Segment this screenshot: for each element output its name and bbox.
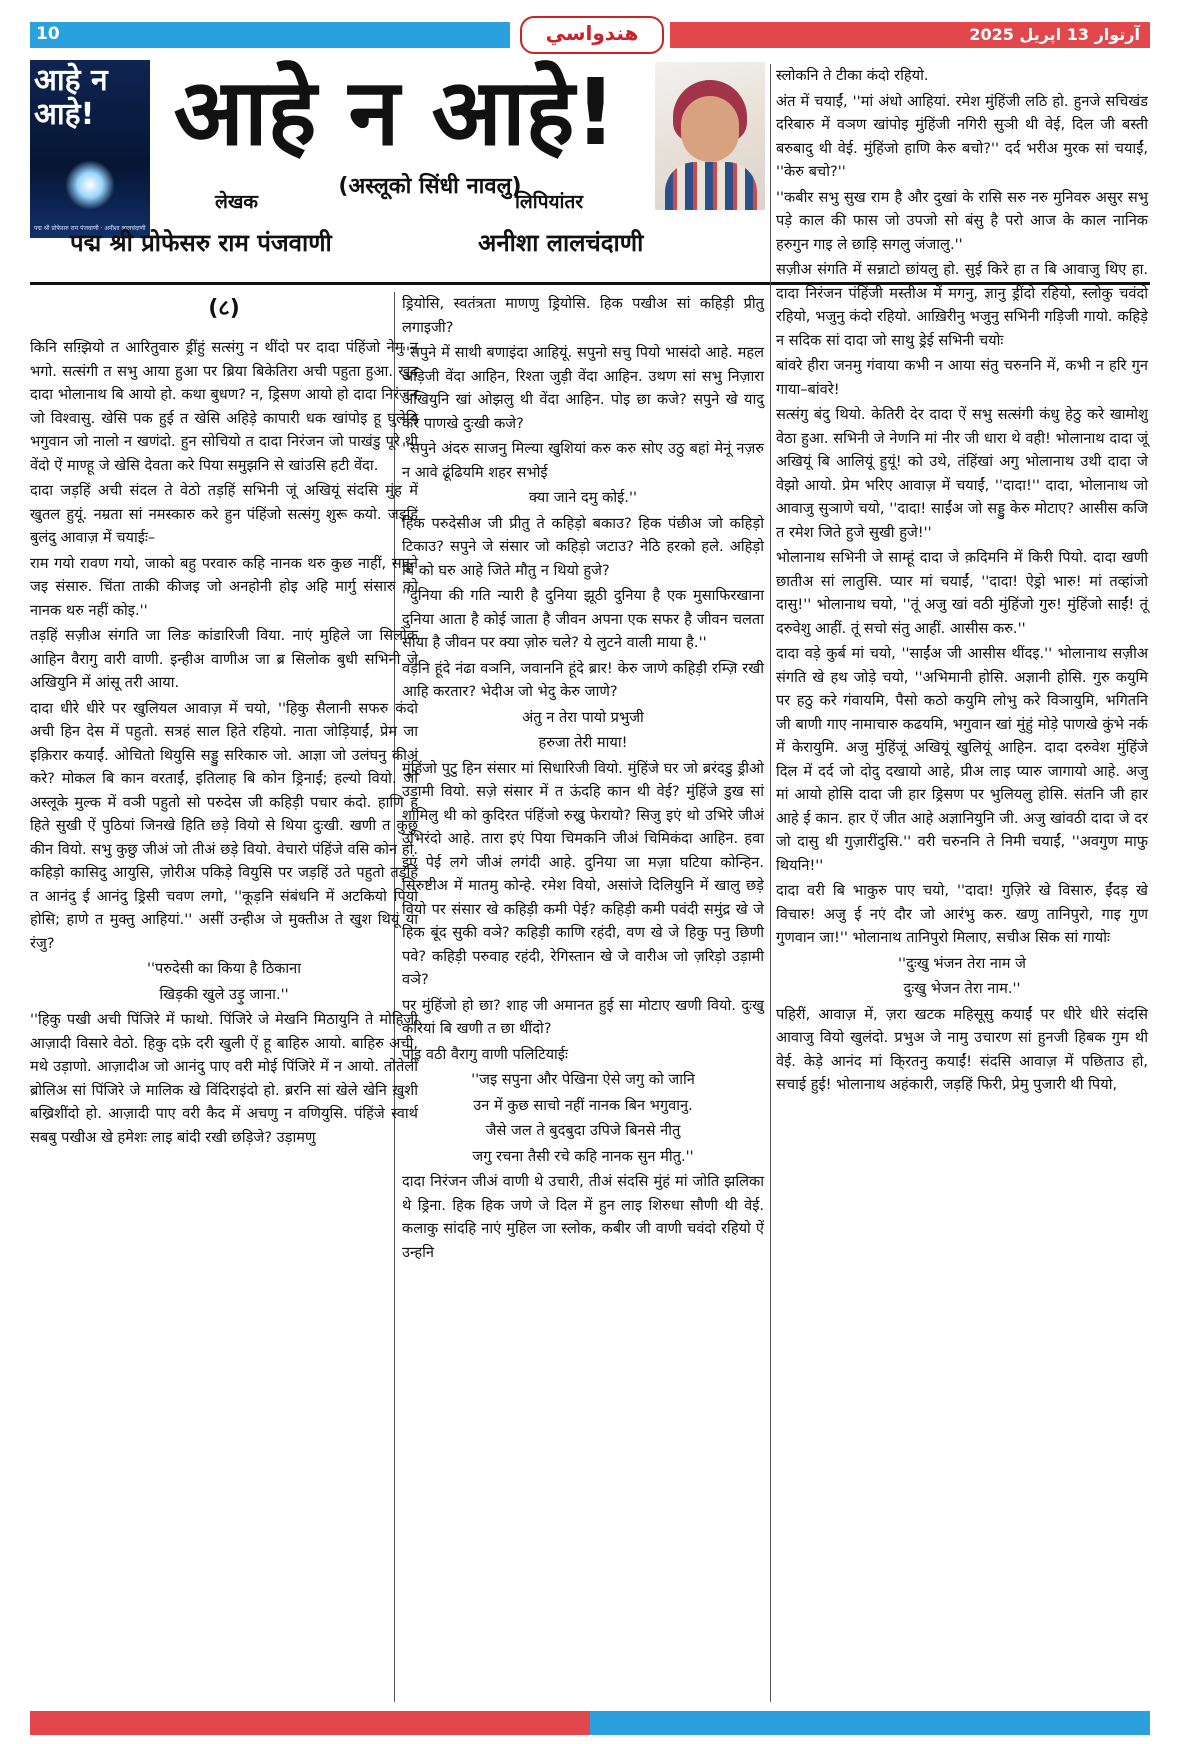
paragraph: ''कबीर सभु सुख राम है और दुखां के रासि सरु नरु मुनिवरु असुर सभु पड़े काल की फास जो उपजो सो बंसु है परो आज के काल नानिक हरुगुन गाइ ले छाड़ि सगलु जंजालु.'' (776, 188, 1148, 253)
paragraph: सज़ीअ संगति में सन्नाटो छांयलु हो. सुई किरे हा त बि आवाजु थिए हा. दादा निरंजन पंहिंजी मस्तीअ में मगनु, ज्ञानु ड्रींदो रहियो, स्लोकु चवंदो रहियो, भजुनु कंदो रहियो. आख़िरीनु भजुनु सभिनी गड़िजी गायो. कहिड़े न सदिक सां दादा जो साथु ड्रेई सभिनी चयोः (776, 261, 1148, 349)
paragraph: ड्रियोसि, स्वतंत्रता माणणु ड्रियोसि. हिक पखीअ सां कहिड़ी प्रीतु लगाइजी? (402, 295, 764, 336)
verse-line: हरुजा तेरी माया! (538, 734, 628, 751)
paragraph: पर मुंहिंजो हो छा? शाह जी अमानत हुई सा मोटाए खणी वियो. दुःखु करियां बि खणी त छा थींदो? (402, 996, 764, 1037)
column-1-body (30, 336, 418, 1149)
verse-line: उन में कुछ साचो नहीं नानक बिन भगुवानु. (473, 1096, 693, 1114)
paragraph: अंत में चयाईं, ''मां अंधो आहियां. रमेश मुंहिंजी लठि हो. हुनजे सचिखंड दरिबारु में वञण खांपोइ मुंहिंजी नगिरी सुञी थी वेई, दिल जी बस्ती बरुबादु थी वेई. मुंहिंजो हाणि केरु बचो?'' दर्द भरीअ मुरक सां चयाईं, ''केरु बचो?'' (776, 92, 1148, 180)
page-number: 10 (36, 24, 60, 44)
paragraph: तड़हिं सज़ीअ संगति जा लिङ कांडारिजी विया. नाएं मुहिले जा सिलोक आहिन वैरागु वारी वाणी. इन्हीअ वाणीअ जा ब्र सिलोक बुधी सभिनी जे अखियुनि में आंसू तरी आया. (30, 627, 418, 691)
verse-line: दुःखु भेजन तेरा नाम.'' (903, 980, 1021, 997)
verse-line: खिड़की खुले उड़ु जाना.'' (159, 985, 289, 1003)
book-cover-title: आहे न आहे! (34, 63, 108, 132)
chapter-number: (८) (208, 296, 240, 321)
book-cover-glow (65, 160, 115, 210)
verse-line: जैसे जल ते बुदबुदा उपिजे बिनसे नीतु (485, 1122, 681, 1139)
paragraph: वड़नि हूंदे नंढा वञनि, जवाननि हूंदे ब्रार! केरु जाणे कहिड़ी रम्ज़ि रखी आहि करतार? भेदीअ जो भेदु केरु जाणे? (402, 659, 764, 700)
paragraph: ''सपुने अंदरु साजनु मिल्या खुशियां करु करु सोए उठु बहां मेनूं नज़रु न आवे ढूंढियमि शहर सभोई (402, 440, 764, 481)
paragraph: ''हिकु पखी अची पिंजिरे में फाथो. पिंजिरे जे मेखनि मिठायुनि ते मोहिजी आज़ादी विसारे वेठो. हिकु दफ़े दरी खुली ऐं हू बाहिरु आयो. बाहिरु अची, मथे उड़ाणो. आज़ादीअ जो आनंदु पाए वरी मोई पिंजिरे में न आयो. तोतेली ब्रोलिअ सां पिंजिरे जे मालिक खे विंदिराइंदो हो. ब्ररनि सां खेले खेनि ख़ुशी बख्रिशींदो हो. आज़ादी पाए वरी कैद में अचणु न वणियुसि. पंहिंजे स्वार्थ सबबु पखीअ खे हमेशः लाइ बांदी रखी छड़िजे? उड़ामणु (30, 1011, 418, 1146)
paragraph: राम गयो रावण गयो, जाको बहु परवारु कहि नानक थरु कुछ नाहीं, सपुने जइ संसारु. चिंता ताकी कीजइ जो अनहोनी होइ अहि मार्गु संसारु को नानक थरु नहीं कोइ.'' (30, 554, 418, 619)
column-divider-2 (770, 64, 771, 1702)
paragraph: पहिरीं, आवाज़ में, ज़रा खटक महिसूसु कयाईं पर धीरे धीरे संदसि आवाजु वियो खुलंदो. प्रभुअ जे नामु उचारण सां हुनजी हिबक गुम थी वेई. केड़े आनंद मां कि्रतनु कयाईं! संदसि आवाज़ में पछिताउ हो, सचाई हुई! भोलानाथ अहंकारी, जड़हिं फिरी, प्रेमु पुजारी थी पियो, (776, 1005, 1148, 1093)
article-subtitle: (अस्लूको सिंधी नावलु) (338, 174, 522, 199)
paragraph: हिक परुदेसीअ जी प्रीतु ते कहिड़ो बकाउ? हिक पंछीअ जो कहिड़ो टिकाउ? सपुने जे संसार जो कहिड़ो जटाउ? नेठि हरको हले. अहिड़ो बि को घरु आहे जिते मौतु न थियो हुजे? (402, 514, 764, 579)
paragraph: दादा वड़े कुर्ब मां चयो, ''साईंअ जी आसीस थींदइ.'' भोलानाथ सज़ीअ संगति खे हथ जोड़े चयो, ''अभिमानी होसि. अज्ञानी होसि. गुरु कयुमि पर हठु करे गंवायमि, पैसो कठो कयुमि लोभु करे विञायुमि, भगितनि जी बाणी गाए नामाचारु कढयमि, भगुवान खां मुंहुं मोड़े पाणखे कुंभे नर्क में केरायुमि. अजु मुंहिंजूं अखियूं खुलियूं आहिन. दादा दरुवेश मुंहिंजे दिल में दर्द जो दोदु दखायो आहे, प्रीअ लाइ प्यारु जागायो आहे. अजु मां आयो होसि दादा जी हार ड्रिसण पर भुलियलु होसि. संतनि जी हार आहे ई कान. हार ऐं जीत आहे अज्ञानियुनि जी. अजु खांवठी दादा जे दर जो दासु थी गुज़ारींदुसि.'' वरी चरुननि ते निमी चयाईं, ''अवगुण माफु थियनि!'' (776, 645, 1149, 874)
page-header-bar (30, 22, 1150, 48)
verse-line: ''जइ सपुना और पेखिना ऐसे जगु को जानि (471, 1071, 695, 1088)
paragraph: सत्संगु बंदु थियो. केतिरी देर दादा ऐं सभु सत्संगी कंधु हेठु करे खामोशु वेठा हुआ. सभिनी जे नेणनि मां नीर जी धारा थे वही! भोलानाथ दादा जूं अखियूं बि आलियूं हुयूं! को उथे, तंहिंखां अगु भोलानाथ उथी दादा जे वेझो आयो. प्रेम भरिए आवाज़ में चयाईं, ''दादा!'' दादा, भोलानाथ जो आवाजु सुञाणे चयो, ''दादा! साईंअ जो सड्डु केरु मोटाए? आसीस कजि त रमेश जिते हुजे सुखी हुजे!'' (776, 406, 1148, 541)
translator-name: अनीशा लालचंदाणी (478, 229, 644, 257)
verse-line: क्या जाने दमु कोई.'' (529, 489, 637, 506)
photo-shirt (665, 162, 757, 210)
paragraph: दादा निरंजन जीअं वाणी थे उचारी, तीअं संदसि मुंहं मां जोति झलिका थे ड्रिना. हिक हिक जणे जे दिल में हुन लाइ शिरुधा सौणी थी वेई. कलाकु सांदहि नाएं मुहिल जा स्लोक, कबीर जी वाणी चवंदो रहियो ऐं उन्हनि (402, 1173, 764, 1261)
paragraph: बांवरे हीरा जनमु गंवाया कभी न आया संतु चरुननि में, कभी न हरि गुन गाया–बांवरे! (776, 357, 1148, 398)
article-title: आहे न आहे! (173, 59, 617, 166)
page-footer-bar (30, 1711, 1150, 1735)
footer-band-red (30, 1711, 590, 1735)
paragraph: स्लोकनि ते टीका कंदो रहियो. (776, 67, 929, 84)
footer-band-blue (590, 1711, 1150, 1735)
verse-line: अंतु न तेरा पायो प्रभुजी (522, 708, 644, 726)
paragraph: पोइ वठी वैरागु वाणी पलिटियाईः (402, 1045, 568, 1063)
book-cover-credits: पद्म श्री प्रोफेसरु राम पंजवाणी · अनीशा लालचंदाणी (34, 225, 146, 232)
paragraph: ''दुनिया की गति न्यारी है दुनिया झूठी दुनिया है एक मुसाफिरखाना दुनिया आता है कोई जाता है जीवन अपना एक सफर है जीवन चलता साया है जीवन पर क्या ज़ोरु चले? ये लुटने वाली माया है.'' (402, 587, 764, 651)
paragraph: मुंहिंजो पुटु हिन संसार मां सिधारिजी वियो. मुंहिंजे घर जो ब्ररंदडु ड्रीओ उड़ामी वियो. सज़े संसार में त ऊंदहि कान थी वेई? मुंहिंजे डुख सां शामिलु थी को कुदिरत पंहिंजो रुख्रु फेरायो? सिजु इएं थो उभिरे जीअं उभिरंदो आहे. तारा इएं पिया चिमकनि जीअं चिमिकंदा आहिन. हवा इएं पेई लगे जीअं लगंदी आहे. दुनिया जा मज़ा घटिया कोन्हिन. सिरुष्टीअ में मातमु कोन्हे. रमेश वियो, असांजे दिलियुनि में खालु छड़े वियो पर संसार खे कहिड़ी कमी पेई? कहिड़ी कमी पवंदी समुंद्र खे जे हिक बूंद सुकी वञे? कहिड़ी काणि रहंदी, वण खे जे हिकु पनु छिणी पवे? कहिड़ी परुवाह रहंदी, रेगिस्तान खे जे वारीअ जो ज़रिड़ो उड़ामी वञे? (402, 759, 764, 988)
column-3-body (776, 64, 1148, 1097)
paragraph: दादा धीरे धीरे पर खुलियल आवाज़ में चयो, ''हिकु सैलानी सफरु कंदो अची हिन देस में पहुतो. सत्रहं साल हिते रहियो. नाता जोड़ियाईं, प्रेम जा इक़िरार कयाईं. ओचितो थियुसि सड्डु सरिकारु जो. आज्ञा जो उलंघनु कीअं करे? मोकल बि कान वरताईं, इतिलाह बि कोन ड्रिनाईं; हल्यो वियो. जो अस्लूके मुल्क में वञी पहुतो सो परुदेस जी कहिड़ी पचार कंदो. हाणि हू हिते सुखी ऐं पुठियां जिनखे हिति छड़े वियो से थिया दुःखी. खणी त कुछु कीन वियो. सभु कुछु जीअं जो तीअं छड़े वियो. वेचारो पंहिंजे वसि कोन हो. कहिड़ो कासिदु आयुसि, ज़ोरीअ पकिड़े वियुसि पर जड़हिं उते पहुतो तड़हिं त आनंदु ई आनंदु ड्रिसी चवण लगो, ''कूड़नि संबंधनि में अटकियो पियो होसि; हाणे त मुक्तु आहियां.'' असीं उन्हीअ जे मुक्तीअ ते खुश थियूं या रंजु? (30, 699, 418, 952)
issue-date: آرتوار 13 اپريل 2025 (969, 25, 1140, 44)
translator-photo (655, 62, 765, 210)
paragraph: किनि सग़्झियो त आरितुवारु ड्रींहुं सत्संगु न थींदो पर दादा पंहिंजो नेमु न भगो. सत्संगी त सभु आया हुआ पर ब्रिया बिकेतिरा अची पहुता हुआ. खुद दादा भोलानाथ बि आयो हो. कथा बुधण? न, ड्रिसण आयो हो दादा निरंजन जो विश्वासु. खेसि पक हुई त खेसि अहिड़े कापारी धक खांपोइ हू घुलेबि भगुवान जो नालो न खणंदो. हुन सोचियो त दादा निरंजन जो पाखंडु पूरे थी वेंदो ऐं माण्हू जे खेसि देवता करे पिया समुझनि से खांउसि हटी वेंदा. (30, 339, 418, 474)
article-column-1 (30, 292, 418, 1151)
author-name: पद्म श्री प्रोफेसरु राम पंजवाणी (70, 229, 332, 257)
photo-face (681, 96, 739, 162)
book-cover-image (30, 60, 150, 238)
header-band-blue (30, 22, 510, 48)
verse-line: जगु रचना तैसी रचे कहि नानक सुन मीतु.'' (472, 1147, 694, 1165)
verse-line: ''परुदेसी का किया है ठिकाना (146, 960, 302, 977)
paragraph: दादा वरी बि भाकुरु पाए चयो, ''दादा! गुज़िरे खे विसारु, ईंदड़ खे विचारु! अजु ई नएं दौर जो आरंभु करु. खणु तानिपुरो, गाइ गुण गुणवान जा!'' भोलानाथ तानिपुरो मिलाए, सचीअ सिक सां गायोः (776, 882, 1148, 946)
verse-line: ''दुःखु भंजन तेरा नाम जे (898, 954, 1026, 972)
column-2-body (402, 292, 764, 1264)
translator-label: लिपियांतर (515, 191, 584, 213)
paragraph: भोलानाथ सभिनी जे साम्हूं दादा जे क़दिमनि में किरी पियो. दादा खणी छातीअ सां लातुसि. प्यार मां चयाईं, ''दादा! ऐड्रो भारु! मां तव्हांजो दासु!'' भोलानाथ चयो, ''तूं अजु खां वठी मुंहिंजो गुरु! मुंहिंजो साईं! तूं दरुवेशु आहीं. तूं सचो संतु आहीं. आसीस करु.'' (776, 549, 1148, 637)
article-column-2 (402, 292, 764, 1266)
newspaper-masthead: ھندواسي (520, 16, 664, 54)
paragraph: ''सपुने में साथी बणाइंदा आहियूं. सपुनो सचु पियो भासंदो आहे. महल अड़िजी वेंदा आहिन, रिश्ता जुड़ी वेंदा आहिन. उथण सां सभु निज़ारा अखियुनि खां ओझलु थी वेंदा आहिन. पोइ छा कजे? सपुने खे यादु करे पाणखे दुःखी कजे? (402, 344, 764, 432)
author-label: लेखक (215, 191, 259, 213)
paragraph: दादा जड़हिं अची संदल ते वेठो तड़हिं सभिनी जूं अखियूं संदसि मुंह में खुतल हुयूं. नम्रता सां नमस्कारु करे हुन पंहिंजो सत्संगु शुरू कयो. जड़हिं बुलंदु आवाज़ में चयाईः– (30, 482, 418, 546)
article-column-3 (776, 64, 1148, 1099)
